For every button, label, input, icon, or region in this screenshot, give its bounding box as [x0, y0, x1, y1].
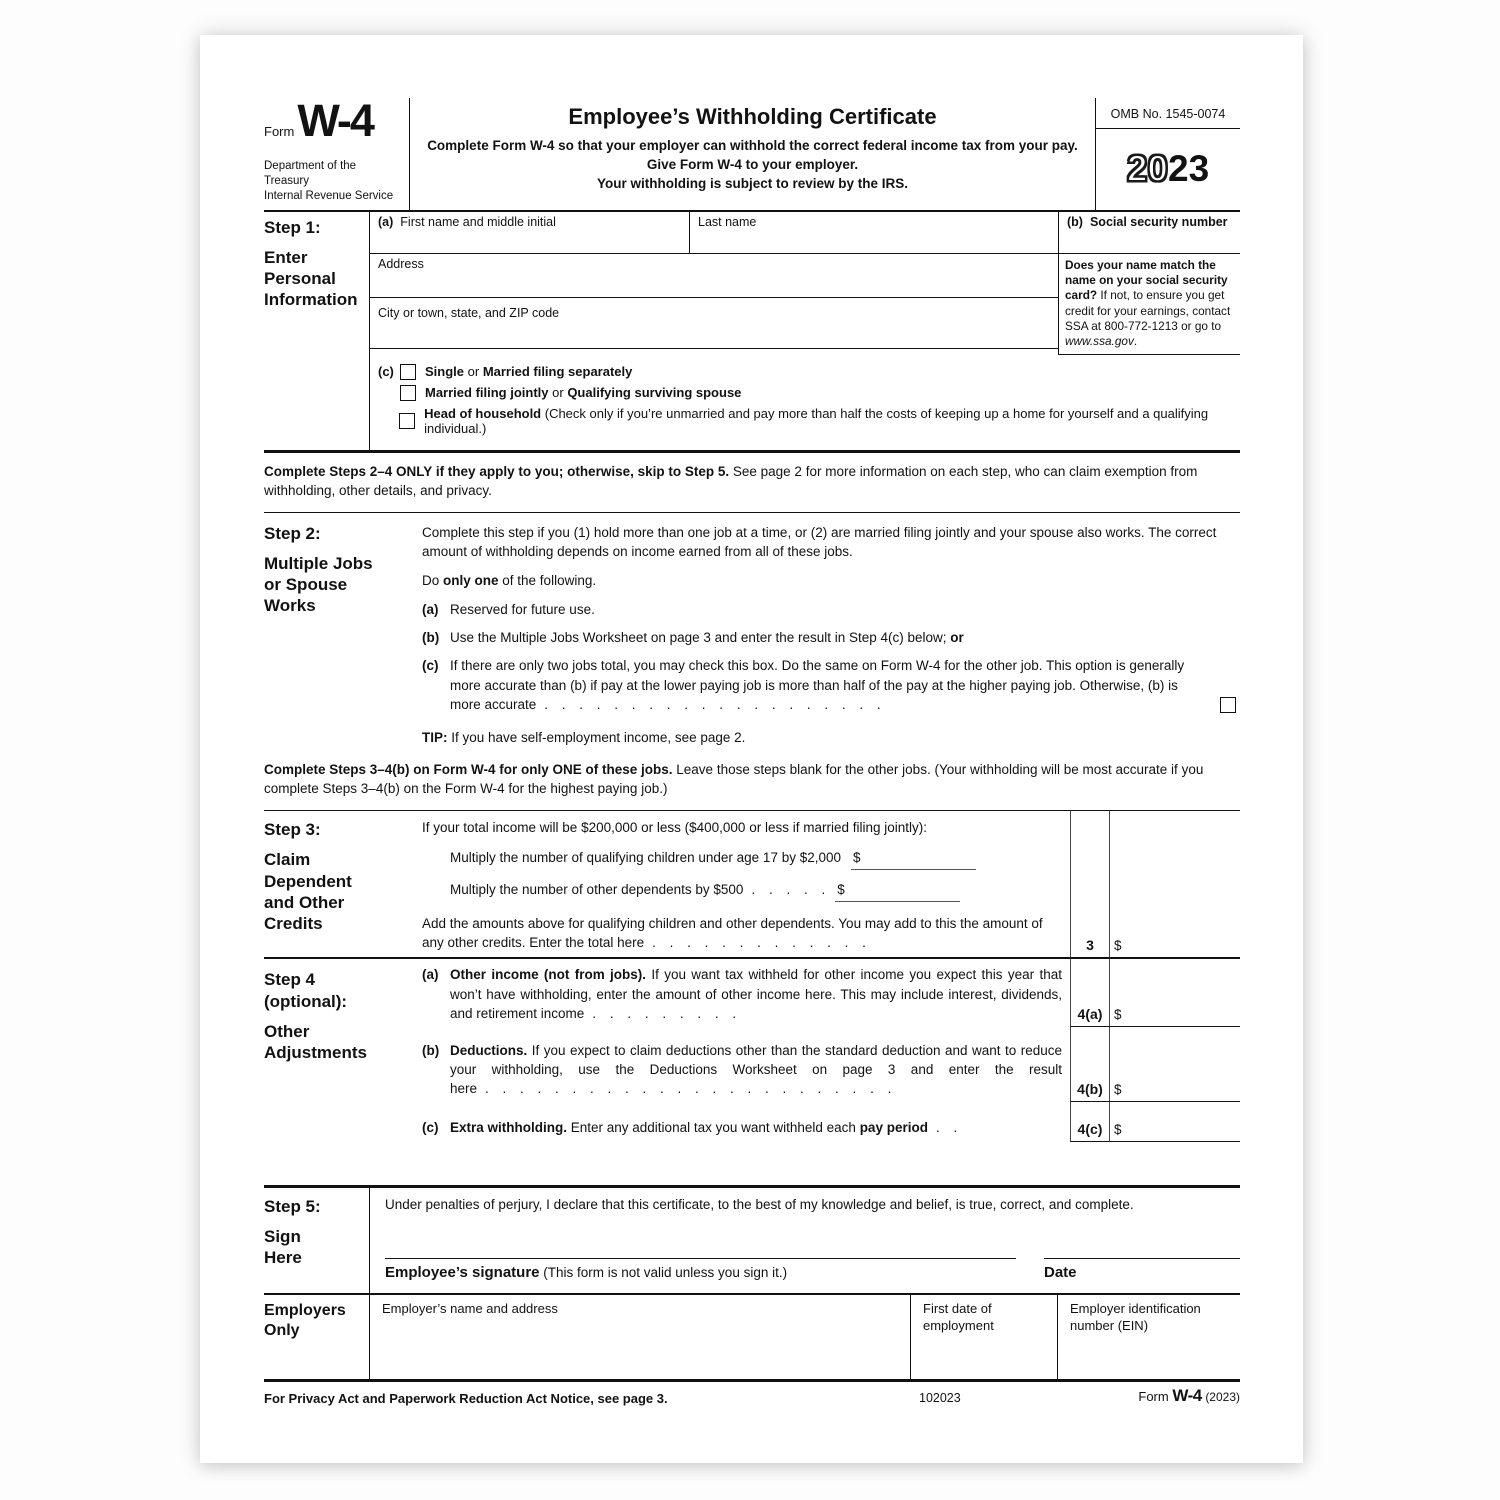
- step3-dependents-leader: . . . . .: [751, 881, 826, 897]
- ssn-note-regular: If not, to ensure you get credit for your earnings, contact SSA at 800-772-1213 or go to: [1065, 288, 1231, 333]
- steps-2-4-instruction: [264, 453, 1240, 513]
- department-lines: [264, 159, 403, 204]
- step4-title: Step 4: [264, 970, 316, 990]
- date-label: Date: [1044, 1263, 1077, 1281]
- signature-label-regular: (This form is not valid unless you sign it.): [539, 1264, 788, 1280]
- step3-total-leader: . . . . . . . . . . . . .: [652, 934, 866, 950]
- step2-title: Step 2:: [264, 523, 321, 543]
- step4b-leader: . . . . . . . . . . . . . . . . . . . . . . . .: [485, 1081, 892, 1097]
- step4c-leader: . .: [935, 1120, 958, 1136]
- address-label: Address: [378, 256, 424, 271]
- single-label: Single or Married filing separately: [425, 364, 633, 380]
- step2-label-line3: or Spouse: [264, 575, 348, 595]
- step3-line-number: 3: [1070, 811, 1109, 959]
- form-header: [264, 95, 1240, 212]
- step2-item-a: [422, 600, 1240, 619]
- step4b-body: [422, 1027, 1070, 1102]
- step2-body: [422, 523, 1240, 745]
- filing-status-option-single: [370, 364, 1240, 380]
- ssn-label: Social security number: [1089, 214, 1228, 229]
- paper-sheet: [200, 35, 1303, 1463]
- step3-total-amount-field[interactable]: [1109, 811, 1240, 959]
- ssn-tag: (b): [1067, 214, 1083, 229]
- first-name-field[interactable]: [370, 212, 690, 254]
- step4a-tag: (a): [422, 967, 439, 983]
- step4-label-line4: Adjustments: [264, 1043, 367, 1063]
- step3-body: [422, 811, 1070, 959]
- form-number: W-4: [297, 95, 373, 146]
- omb-number: OMB No. 1545-0074: [1096, 98, 1240, 129]
- employee-signature-field[interactable]: [385, 1258, 1016, 1281]
- step4-label: [264, 959, 422, 1141]
- step4c-text: Extra withholding. Enter any additional tax you want withheld each pay period . .: [450, 1120, 958, 1136]
- tip-regular: If you have self-employment income, see page 2.: [447, 729, 746, 745]
- step3-title: Step 3:: [264, 820, 321, 840]
- signature-row: [385, 1258, 1240, 1281]
- last-name-label: Last name: [698, 214, 757, 229]
- catalog-number: 102023: [919, 1390, 961, 1405]
- step2-item-b-text: Use the Multiple Jobs Worksheet on page 3 and enter the result in Step 4(c) below; or: [450, 630, 964, 646]
- step1-label-line4: Information: [264, 290, 358, 310]
- steps-3-4b-instruction-regular: Leave those steps blank for the other jobs. (Your withholding will be most accurate if you complete Steps 3–4(b) on the Form W-4 for the highest paying job.): [264, 761, 1204, 797]
- step2-item-b: [422, 628, 1240, 647]
- step2-item-c-tag: (c): [422, 658, 439, 674]
- subtitle-2: Give Form W-4 to your employer.: [646, 157, 859, 173]
- form-footer: [264, 1382, 1240, 1421]
- form-word: Form: [264, 124, 295, 139]
- step3-add-amounts-line: Add the amounts above for qualifying children and other dependents. You may add to this the amount of any other credits. Enter the total here . . . . . . . . . . . . .: [422, 915, 1043, 950]
- employers-only-section: [264, 1293, 1240, 1382]
- step2-item-c: [422, 656, 1240, 713]
- step3-other-dependents-line: Multiply the number of other dependents by $500 . . . . . $: [422, 881, 1060, 902]
- married-jointly-label: Married filing jointly or Qualifying surviving spouse: [425, 385, 742, 401]
- step1-label-line3: Personal: [264, 269, 336, 289]
- step3-income-condition: If your total income will be $200,000 or less ($400,000 or less if married filing jointly):: [422, 820, 927, 836]
- address-field[interactable]: [370, 254, 1058, 298]
- step3-label-line4: and Other: [264, 892, 345, 912]
- step3-label-line5: Credits: [264, 914, 323, 934]
- first-date-employment-field[interactable]: [911, 1295, 1058, 1379]
- step5-section: [264, 1185, 1240, 1293]
- tip-bold: TIP:: [422, 729, 448, 745]
- footer-form-number: W-4: [1172, 1385, 1202, 1405]
- step2-item-b-tag: (b): [422, 630, 440, 646]
- step2-item-c-leader: . . . . . . . . . . . . . . . . . . . .: [544, 696, 881, 712]
- step2-tip: [422, 730, 1240, 745]
- step1-section: [264, 212, 1240, 453]
- step3-label-line2: Claim: [264, 850, 311, 870]
- year-solid-digits: 23: [1168, 148, 1210, 190]
- privacy-act-notice: For Privacy Act and Paperwork Reduction Act Notice, see page 3.: [264, 1390, 668, 1406]
- step4c-tag: (c): [422, 1120, 439, 1136]
- step2-section: [264, 513, 1240, 751]
- ssn-note-bold: Does your name match the name on your social security card?: [1065, 257, 1228, 303]
- filing-status-option-head-of-household: [370, 406, 1240, 436]
- dept-line2: Internal Revenue Service: [264, 189, 394, 202]
- last-name-field[interactable]: [690, 212, 1058, 254]
- subtitle-1: Complete Form W-4 so that your employer can withhold the correct federal income tax from your pay.: [427, 138, 1078, 153]
- footer-form-id: [1138, 1386, 1240, 1406]
- step1-label: [264, 212, 370, 450]
- first-name-label: First name and middle initial: [400, 214, 556, 229]
- step4a-text: Other income (not from jobs). If you want tax withheld for other income you expect this year that won’t have withholding, enter the amount of other income here. This may include interest, dividends, and retirement income . . . . . . . . .: [450, 967, 1062, 1021]
- married-jointly-checkbox[interactable]: [400, 385, 416, 401]
- step5-title: Step 5:: [264, 1196, 321, 1216]
- footer-form-word: Form: [1138, 1388, 1169, 1404]
- step4b-tag: (b): [422, 1042, 440, 1058]
- ein-field[interactable]: [1058, 1295, 1240, 1379]
- first-name-tag: (a): [378, 214, 394, 229]
- footer-form-year: (2023): [1205, 1389, 1240, 1404]
- step4a-line-number: 4(a): [1070, 959, 1109, 1026]
- tax-year: [1096, 129, 1240, 210]
- step2-label-line2: Multiple Jobs: [264, 553, 373, 573]
- step4a-leader: . . . . . . . . .: [592, 1005, 737, 1021]
- step4-label-line3: Other: [264, 1021, 310, 1041]
- steps-2-4-instruction-regular: See page 2 for more information on each step, who can claim exemption from withholding, other details, and privacy.: [264, 463, 1198, 499]
- city-state-zip-field[interactable]: [370, 303, 1058, 349]
- step4a-dollar-sign: $: [1114, 1006, 1122, 1022]
- title-block: [410, 98, 1095, 210]
- qualifying-children-amount-field[interactable]: $: [851, 849, 976, 870]
- form-title: Employee’s Withholding Certificate: [568, 104, 937, 129]
- subtitle-3: Your withholding is subject to review by the IRS.: [596, 176, 909, 192]
- step2-item-a-tag: (a): [422, 602, 439, 618]
- other-dependents-amount-field[interactable]: $: [835, 881, 960, 902]
- form-number-block: [264, 95, 410, 210]
- step2-do-only-one: Do only one of the following.: [422, 572, 597, 588]
- step4c-amount-field[interactable]: [1109, 1102, 1240, 1141]
- single-checkbox[interactable]: [400, 364, 416, 380]
- employers-label-line1: Employers: [264, 1301, 346, 1319]
- ssa-link[interactable]: www.ssa.gov: [1065, 334, 1134, 349]
- step5-label-line3: Here: [264, 1248, 302, 1268]
- head-of-household-checkbox[interactable]: [399, 413, 415, 429]
- steps-2-4-instruction-bold: Complete Steps 2–4 ONLY if they apply to you; otherwise, skip to Step 5.: [264, 463, 730, 479]
- ssn-match-note: [1058, 254, 1240, 355]
- step2-label-line4: Works: [264, 596, 316, 616]
- step4b-text: Deductions. If you expect to claim deductions other than the standard deduction and want to reduce your withholding, use the Deductions Worksheet on page 3 and enter the result here . . . . . . . . . . . . . . . . . . . . . . . .: [450, 1042, 1062, 1097]
- city-label: City or town, state, and ZIP code: [378, 306, 560, 321]
- step4c-dollar-sign: $: [1114, 1121, 1122, 1137]
- step1-label-line2: Enter: [264, 247, 308, 267]
- ein-label-line2: number (EIN): [1070, 1318, 1149, 1334]
- signature-label-bold: Employee’s signature: [385, 1263, 540, 1281]
- step3-label-line3: Dependent: [264, 871, 352, 891]
- first-date-label-line1: First date of: [923, 1300, 992, 1316]
- steps-3-4b-instruction-bold: Complete Steps 3–4(b) on Form W-4 for only ONE of these jobs.: [264, 761, 673, 777]
- employers-label-line2: Only: [264, 1321, 300, 1339]
- omb-year-block: [1095, 98, 1240, 210]
- ssn-field[interactable]: [1058, 212, 1240, 254]
- step1-title: Step 1:: [264, 217, 321, 237]
- filing-status-group: [370, 355, 1240, 450]
- filing-status-option-married-jointly: [370, 385, 1240, 401]
- step4c-line-number: 4(c): [1070, 1102, 1109, 1141]
- step5-label: [264, 1188, 370, 1293]
- w4-form: [264, 95, 1240, 1421]
- step3-step4-table: [264, 810, 1240, 1142]
- perjury-statement: Under penalties of perjury, I declare that this certificate, to the best of my knowledge and belief, is true, correct, and complete.: [385, 1196, 1134, 1212]
- head-of-household-label: Head of household (Check only if you’re unmarried and pay more than half the costs of keeping up a home for yourself and a qualifying individual.): [424, 405, 1209, 436]
- step4b-dollar-sign: $: [1114, 1082, 1122, 1098]
- step4-label-line2: (optional):: [264, 991, 348, 1011]
- steps-3-4b-instruction: [264, 751, 1240, 810]
- step4a-amount-field[interactable]: [1109, 959, 1240, 1026]
- step4c-body: [422, 1102, 1070, 1141]
- step4b-line-number: 4(b): [1070, 1027, 1109, 1102]
- year-outline-digits: 20: [1126, 148, 1168, 190]
- step2-intro: Complete this step if you (1) hold more than one job at a time, or (2) are married filing jointly and your spouse also works. The correct amount of withholding depends on income earned from all of these jobs.: [422, 524, 1217, 559]
- ssn-note-period: .: [1133, 334, 1138, 349]
- filing-status-tag: (c): [378, 364, 394, 380]
- dept-line1: Department of the Treasury: [264, 159, 357, 187]
- step3-dollar-sign: $: [1114, 938, 1122, 954]
- ein-label-line1: Employer identification: [1070, 1300, 1201, 1316]
- step2-label: [264, 523, 422, 745]
- step4b-amount-field[interactable]: [1109, 1027, 1240, 1102]
- step3-qualifying-children-line: Multiply the number of qualifying children under age 17 by $2,000 $: [422, 849, 1060, 870]
- employer-name-address-label: Employer’s name and address: [382, 1300, 558, 1316]
- first-date-label-line2: employment: [923, 1318, 994, 1334]
- step2-item-c-text: If there are only two jobs total, you may check this box. Do the same on Form W-4 for the other job. This option is generally more accurate than (b) if pay at the lower paying job is more than half of the pay at the higher paying job. Otherwise, (b) is more accurate . . . . . . . . . . . . . . . . . . . .: [450, 656, 1240, 713]
- two-jobs-checkbox[interactable]: [1220, 697, 1236, 713]
- step3-label: [264, 811, 422, 959]
- step5-body: [370, 1188, 1240, 1293]
- employers-only-label: [264, 1295, 370, 1379]
- date-field[interactable]: [1044, 1258, 1240, 1281]
- employer-name-address-field[interactable]: [370, 1295, 911, 1379]
- step5-label-line2: Sign: [264, 1226, 301, 1246]
- spacer: [264, 1142, 1240, 1185]
- step2-item-a-text: Reserved for future use.: [450, 602, 595, 618]
- step4a-body: [422, 959, 1070, 1026]
